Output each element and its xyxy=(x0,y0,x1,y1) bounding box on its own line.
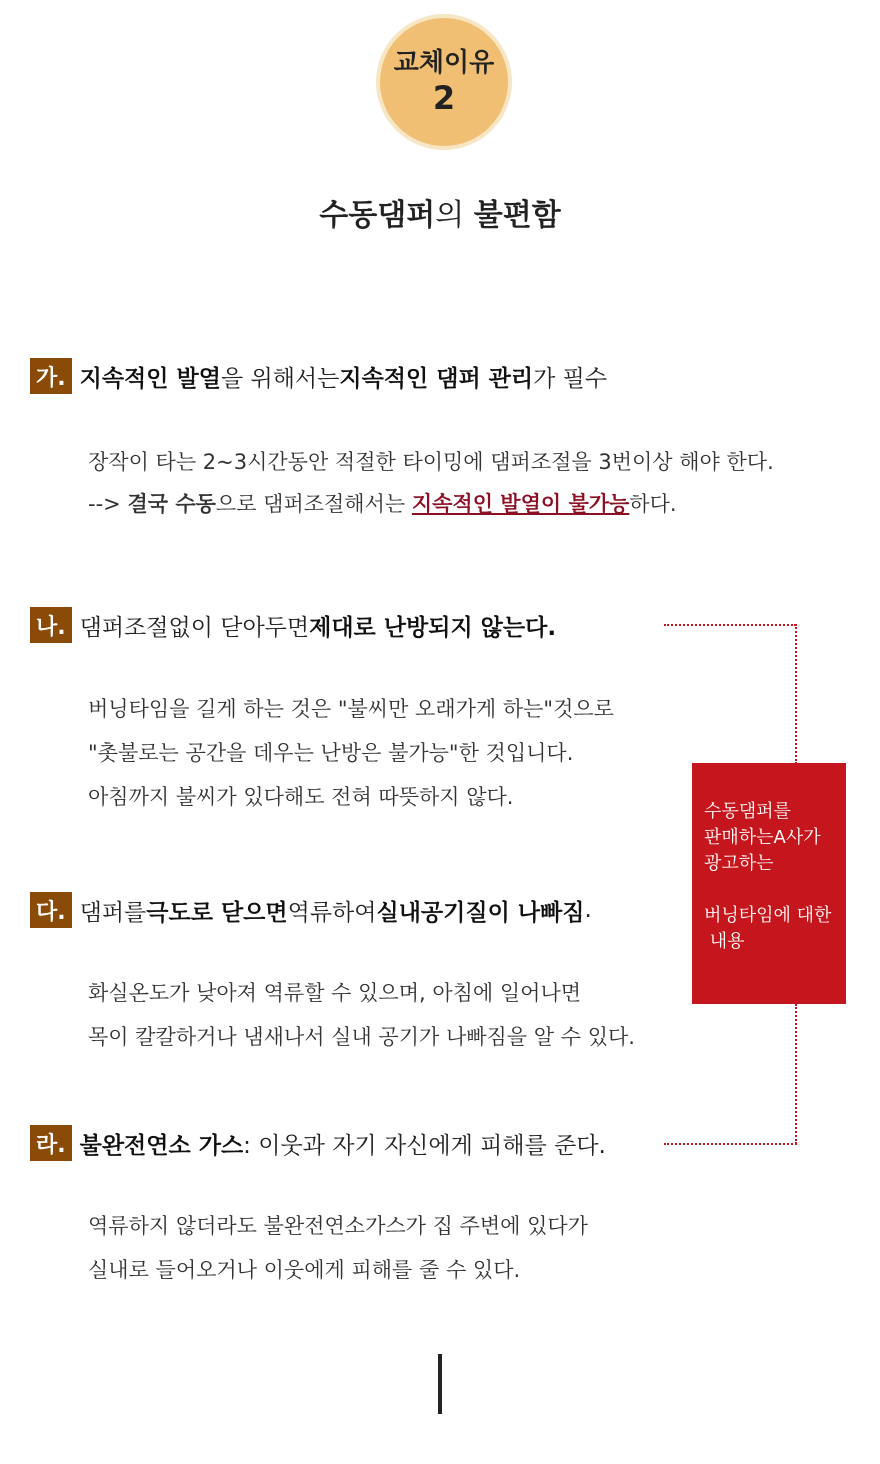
section-marker: 나. xyxy=(30,607,72,643)
connector-bottom xyxy=(664,1143,797,1145)
reason-badge xyxy=(376,14,512,150)
section-marker: 라. xyxy=(30,1125,72,1161)
title-seg: 지속적인 발열 xyxy=(79,365,221,392)
title-strong-2: 불편함 xyxy=(473,198,561,233)
end-divider xyxy=(438,1354,442,1414)
callout-line: 내용 xyxy=(704,931,745,952)
section-title-ra xyxy=(30,1125,606,1161)
page-title xyxy=(0,190,880,234)
title-seg: 불완전연소 가스 xyxy=(79,1132,244,1159)
body-line: 아침까지 불씨가 있다해도 전혀 따뜻하지 않다. xyxy=(88,785,514,809)
body-line: 장작이 타는 2~3시간동안 적절한 타이밍에 댐퍼조절을 3번이상 해야 한다. xyxy=(88,450,774,474)
title-seg: 실내공기질이 나빠짐 xyxy=(376,899,585,926)
title-seg: : 이웃과 자기 자신에게 피해를 준다. xyxy=(243,1132,606,1159)
body-line xyxy=(88,488,677,518)
body-text: 하다. xyxy=(629,492,677,516)
callout-line: 판매하는A사가 xyxy=(704,827,821,848)
badge-number: 2 xyxy=(432,79,456,117)
body-text: 으로 댐퍼조절해서는 xyxy=(215,492,412,516)
body-line: 목이 칼칼하거나 냄새나서 실내 공기가 나빠짐을 알 수 있다. xyxy=(88,1025,635,1049)
badge-label: 교체이유 xyxy=(393,48,495,78)
title-seg: 댐퍼를 xyxy=(79,899,147,926)
section-title-ga xyxy=(30,358,607,394)
section-title-da xyxy=(30,892,592,928)
title-seg: 지속적인 댐퍼 관리 xyxy=(339,365,534,392)
section-title-na xyxy=(30,607,556,643)
body-line: 역류하지 않더라도 불완전연소가스가 집 주변에 있다가 xyxy=(88,1214,588,1238)
bold-text: 결국 수동 xyxy=(127,492,216,516)
title-seg: 을 위해서는 xyxy=(220,365,340,392)
title-seg: 제대로 난방되지 않는다. xyxy=(309,614,557,641)
body-line: 화실온도가 낮아져 역류할 수 있으며, 아침에 일어나면 xyxy=(88,981,582,1005)
callout-line: 광고하는 xyxy=(704,853,774,874)
body-line: 버닝타임을 길게 하는 것은 "불씨만 오래가게 하는"것으로 xyxy=(88,697,614,721)
section-marker: 가. xyxy=(30,358,72,394)
title-seg: 댐퍼조절없이 닫아두면 xyxy=(79,614,310,641)
body-line: 실내로 들어오거나 이웃에게 피해를 줄 수 있다. xyxy=(88,1258,521,1282)
arrow-text: --> xyxy=(88,492,128,516)
connector-upper xyxy=(795,624,797,764)
body-line: "촛불로는 공간을 데우는 난방은 불가능"한 것입니다. xyxy=(88,741,574,765)
title-seg: . xyxy=(584,897,592,923)
callout-line: 버닝타임에 대한 xyxy=(704,905,832,926)
section-marker: 다. xyxy=(30,892,72,928)
title-normal: 의 xyxy=(435,198,474,233)
callout-line: 수동댐퍼를 xyxy=(704,801,791,822)
connector-lower xyxy=(795,1004,797,1144)
callout-spacer xyxy=(704,877,836,903)
title-seg: 역류하여 xyxy=(287,899,377,926)
connector-top xyxy=(664,624,796,626)
title-strong-1: 수동댐퍼 xyxy=(319,198,436,233)
callout-box xyxy=(692,763,846,1004)
emphasis-underlined: 지속적인 발열이 불가능 xyxy=(411,492,630,516)
title-seg: 극도로 닫으면 xyxy=(146,899,288,926)
title-seg: 가 필수 xyxy=(533,365,608,392)
